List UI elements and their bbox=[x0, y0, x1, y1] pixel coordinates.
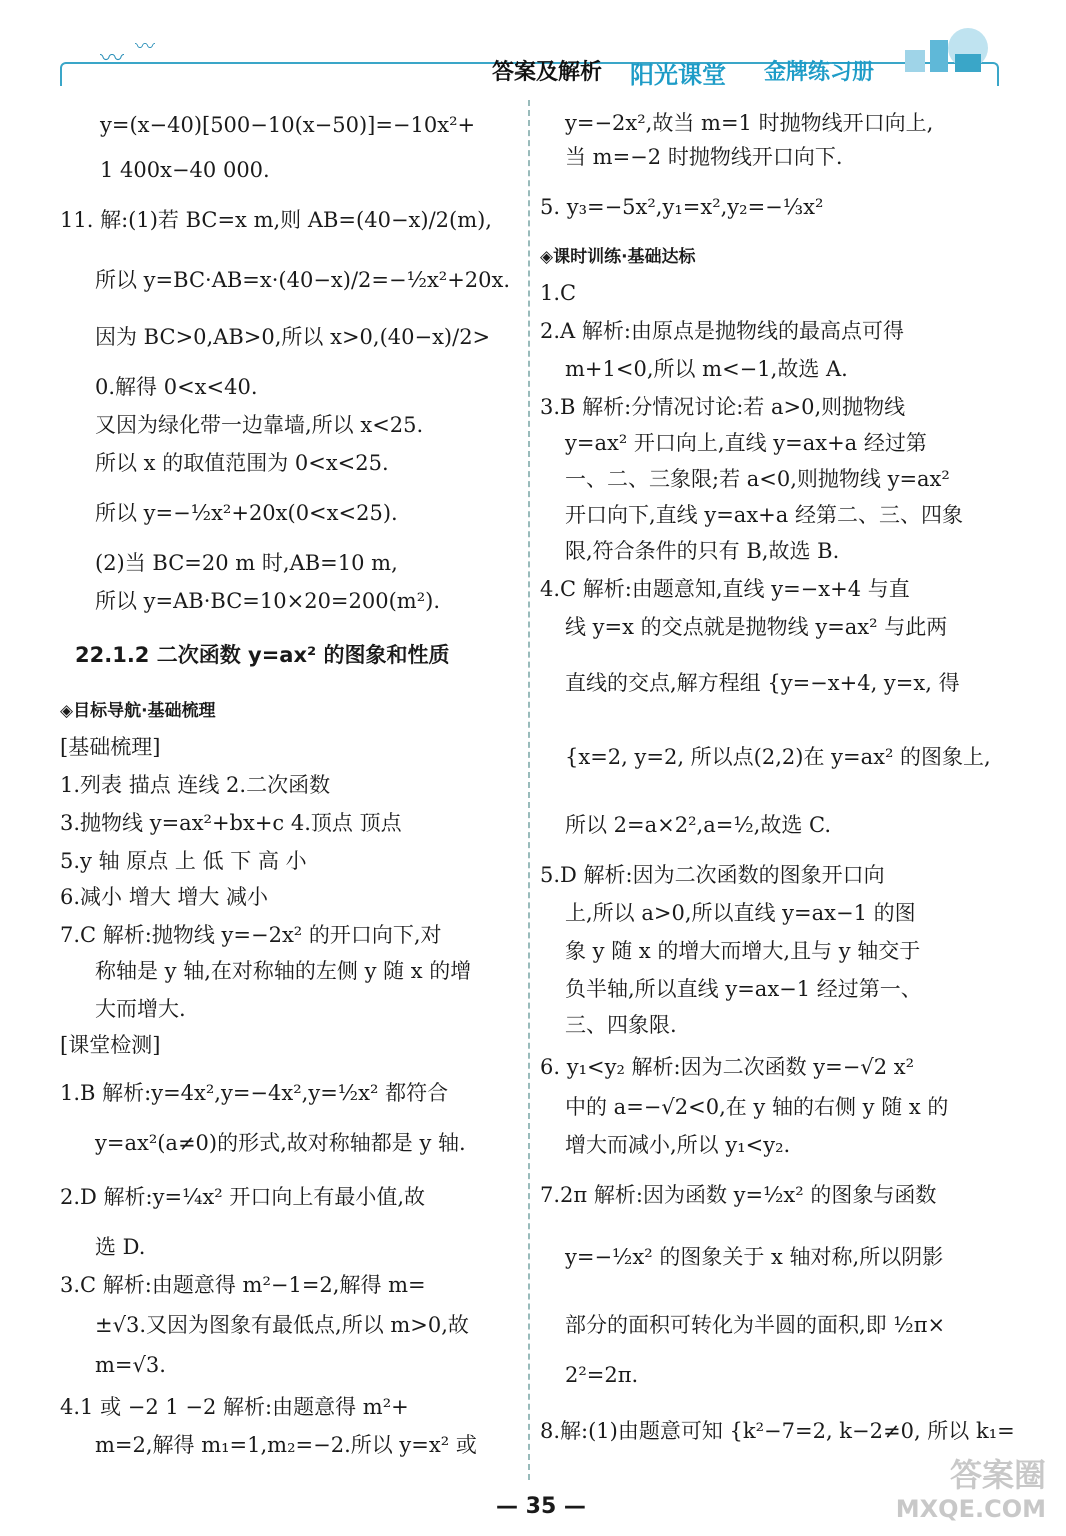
text-line: m=2,解得 m₁=1,m₂=−2.所以 y=x² 或 bbox=[95, 1433, 477, 1457]
text-line: 三、四象限. bbox=[565, 1013, 677, 1037]
text-line: (2)当 BC=20 m 时,AB=10 m, bbox=[95, 551, 398, 575]
text-line: 称轴是 y 轴,在对称轴的左侧 y 随 x 的增 bbox=[95, 959, 472, 983]
text-line: [基础梳理] bbox=[60, 735, 161, 759]
text-line: 所以 2=a×2²,a=½,故选 C. bbox=[565, 813, 832, 837]
text-line: 上,所以 a>0,所以直线 y=ax−1 的图 bbox=[565, 901, 916, 925]
text-line: y=ax² 开口向上,直线 y=ax+a 经过第 bbox=[565, 431, 927, 455]
section-title: 22.1.2 二次函数 y=ax² 的图象和性质 bbox=[75, 643, 450, 667]
page-header bbox=[0, 0, 1066, 100]
text-line: 4.1 或 −2 1 −2 解析:由题意得 m²+ bbox=[60, 1395, 409, 1419]
text-line: 7.C 解析:抛物线 y=−2x² 的开口向下,对 bbox=[60, 923, 442, 947]
text-line: 2.A 解析:由原点是抛物线的最高点可得 bbox=[540, 319, 904, 343]
text-line: m=√3. bbox=[95, 1353, 166, 1377]
header-brand: 阳光课堂 bbox=[630, 61, 726, 89]
subsection-title: ◈目标导航·基础梳理 bbox=[60, 701, 216, 721]
text-line: 象 y 随 x 的增大而增大,且与 y 轴交于 bbox=[565, 939, 921, 963]
text-line: 7.2π 解析:因为函数 y=½x² 的图象与函数 bbox=[540, 1183, 937, 1207]
text-line: 增大而减小,所以 y₁<y₂. bbox=[565, 1133, 791, 1157]
text-line: 因为 BC>0,AB>0,所以 x>0,(40−x)/2> bbox=[95, 325, 491, 349]
text-line: 3.抛物线 y=ax²+bx+c 4.顶点 顶点 bbox=[60, 811, 402, 835]
text-line: 11. 解:(1)若 BC=x m,则 AB=(40−x)/2(m), bbox=[60, 208, 492, 232]
text-line: 0.解得 0<x<40. bbox=[95, 375, 258, 399]
text-line: 5.D 解析:因为二次函数的图象开口向 bbox=[540, 863, 885, 887]
text-line: 8.解:(1)由题意可知 {k²−7=2, k−2≠0, 所以 k₁= bbox=[540, 1419, 1015, 1443]
header-answer-label: 答案及解析 bbox=[492, 60, 603, 85]
text-line: 6.减小 增大 增大 减小 bbox=[60, 885, 269, 909]
subsection-title: ◈课时训练·基础达标 bbox=[540, 247, 696, 267]
text-line: 所以 y=−½x²+20x(0<x<25). bbox=[95, 501, 398, 525]
bird-icon: 〰 bbox=[135, 34, 155, 58]
text-line: 3.B 解析:分情况讨论:若 a>0,则抛物线 bbox=[540, 395, 906, 419]
text-line: 当 m=−2 时抛物线开口向下. bbox=[565, 145, 843, 169]
watermark bbox=[896, 1458, 1046, 1526]
text-line: 大而增大. bbox=[95, 997, 186, 1021]
text-line: [课堂检测] bbox=[60, 1033, 161, 1057]
text-line: 开口向下,直线 y=ax+a 经第二、三、四象 bbox=[565, 503, 963, 527]
text-line: 所以 x 的取值范围为 0<x<25. bbox=[95, 451, 389, 475]
text-line: 又因为绿化带一边靠墙,所以 x<25. bbox=[95, 413, 424, 437]
text-line: 限,符合条件的只有 B,故选 B. bbox=[565, 539, 840, 563]
watermark-url: MXQE.COM bbox=[895, 1495, 1046, 1523]
text-line: m+1<0,所以 m<−1,故选 A. bbox=[565, 357, 848, 381]
header-series: 金牌练习册 bbox=[764, 60, 875, 85]
building-logo-icon bbox=[900, 20, 990, 75]
text-line: 4.C 解析:由题意知,直线 y=−x+4 与直 bbox=[540, 577, 910, 601]
text-line: {x=2, y=2, 所以点(2,2)在 y=ax² 的图象上, bbox=[565, 745, 991, 769]
text-line: 中的 a=−√2<0,在 y 轴的右侧 y 随 x 的 bbox=[565, 1095, 949, 1119]
column-divider bbox=[528, 100, 530, 1480]
text-line: y=−½x² 的图象关于 x 轴对称,所以阴影 bbox=[565, 1245, 944, 1269]
text-line: 1.列表 描点 连线 2.二次函数 bbox=[60, 773, 331, 797]
text-line: 1.C bbox=[540, 281, 577, 305]
text-line: 所以 y=BC·AB=x·(40−x)/2=−½x²+20x. bbox=[95, 268, 511, 292]
text-line: y=−2x²,故当 m=1 时抛物线开口向上, bbox=[565, 111, 934, 135]
text-line: 1 400x−40 000. bbox=[100, 158, 270, 182]
page-number: — 35 — bbox=[496, 1494, 586, 1519]
text-line: 部分的面积可转化为半圆的面积,即 ½π× bbox=[565, 1313, 946, 1337]
text-line: 1.B 解析:y=4x²,y=−4x²,y=½x² 都符合 bbox=[60, 1081, 449, 1105]
text-line: 直线的交点,解方程组 {y=−x+4, y=x, 得 bbox=[565, 671, 960, 695]
bird-icon: 〰 bbox=[100, 44, 124, 72]
text-line: ±√3.又因为图象有最低点,所以 m>0,故 bbox=[95, 1313, 469, 1337]
text-line: 2.D 解析:y=¼x² 开口向上有最小值,故 bbox=[60, 1185, 426, 1209]
text-line: 选 D. bbox=[95, 1235, 146, 1259]
text-line: 一、二、三象限;若 a<0,则抛物线 y=ax² bbox=[565, 467, 950, 491]
text-line: y=ax²(a≠0)的形式,故对称轴都是 y 轴. bbox=[95, 1131, 466, 1155]
text-line: 6. y₁<y₂ 解析:因为二次函数 y=−√2 x² bbox=[540, 1055, 915, 1079]
text-line: 3.C 解析:由题意得 m²−1=2,解得 m= bbox=[60, 1273, 426, 1297]
text-line: 线 y=x 的交点就是抛物线 y=ax² 与此两 bbox=[565, 615, 948, 639]
watermark-logo-text: 答案圈 bbox=[949, 1456, 1046, 1494]
text-line: 负半轴,所以直线 y=ax−1 经过第一、 bbox=[565, 977, 922, 1001]
text-line: y=(x−40)[500−10(x−50)]=−10x²+ bbox=[100, 113, 476, 137]
text-line: 所以 y=AB·BC=10×20=200(m²). bbox=[95, 589, 441, 613]
text-line: 2²=2π. bbox=[565, 1363, 639, 1387]
text-line: 5.y 轴 原点 上 低 下 高 小 bbox=[60, 849, 307, 873]
text-line: 5. y₃=−5x²,y₁=x²,y₂=−⅓x² bbox=[540, 195, 824, 219]
